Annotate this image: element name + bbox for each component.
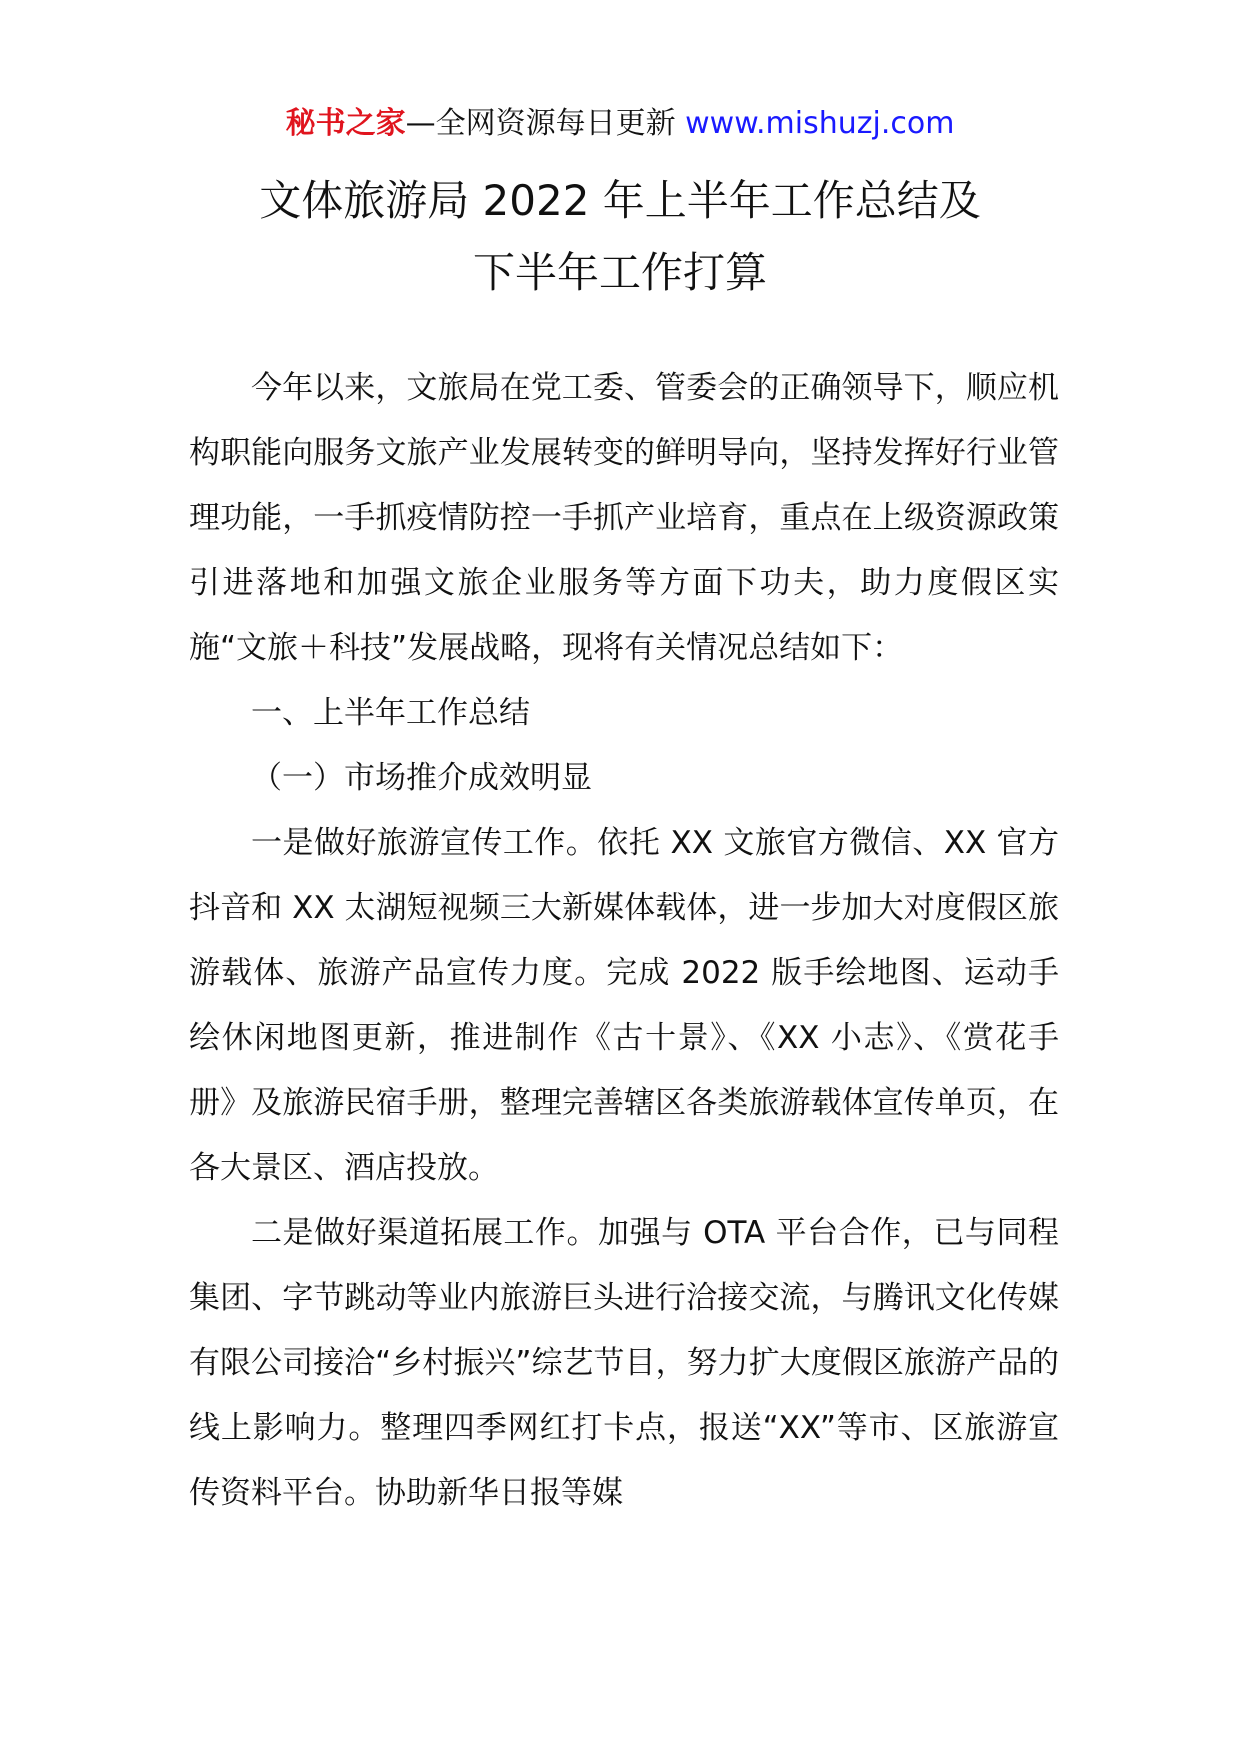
site-url-link[interactable]: www.mishuzj.com [685, 106, 955, 141]
intro-paragraph: 今年以来，文旅局在党工委、管委会的正确领导下，顺应机构职能向服务文旅产业发展转变的鲜明导向，坚持发挥好行业管理功能，一手抓疫情防控一手抓产业培育，重点在上级资源政策引进落地和加强文旅企业服务等方面下功夫，助力度假区实施“文旅＋科技”发展战略，现将有关情况总结如下： [189, 370, 1059, 666]
document-body [189, 356, 1059, 1526]
document-title-line-2: 下半年工作打算 [472, 248, 767, 297]
section-heading-1: 一、上半年工作总结 [251, 695, 530, 731]
site-brand: 秘书之家 [285, 106, 406, 141]
document-title-line-1: 文体旅游局 2022 年上半年工作总结及 [259, 176, 981, 225]
site-header [0, 102, 1240, 146]
paragraph-promotion: 一是做好旅游宣传工作。依托 XX 文旅官方微信、XX 官方抖音和 XX 太湖短视频三大新媒体载体，进一步加大对度假区旅游载体、旅游产品宣传力度。完成 2022 版手绘地图、运动手绘休闲地图更新，推进制作《古十景》、《XX 小志》、《赏花手册》及旅游民宿手册，整理完善辖区各类旅游载体宣传单页，在各大景区、酒店投放。 [189, 825, 1059, 1186]
paragraph-channels: 二是做好渠道拓展工作。加强与 OTA 平台合作，已与同程集团、字节跳动等业内旅游巨头进行洽接交流，与腾讯文化传媒有限公司接洽“乡村振兴”综艺节目，努力扩大度假区旅游产品的线上影响力。整理四季网红打卡点，报送“XX”等市、区旅游宣传资料平台。协助新华日报等媒 [189, 1215, 1059, 1511]
subsection-heading-1: （一）市场推介成效明显 [251, 760, 592, 796]
document-title [0, 165, 1240, 309]
site-slogan: —全网资源每日更新 [405, 106, 686, 141]
